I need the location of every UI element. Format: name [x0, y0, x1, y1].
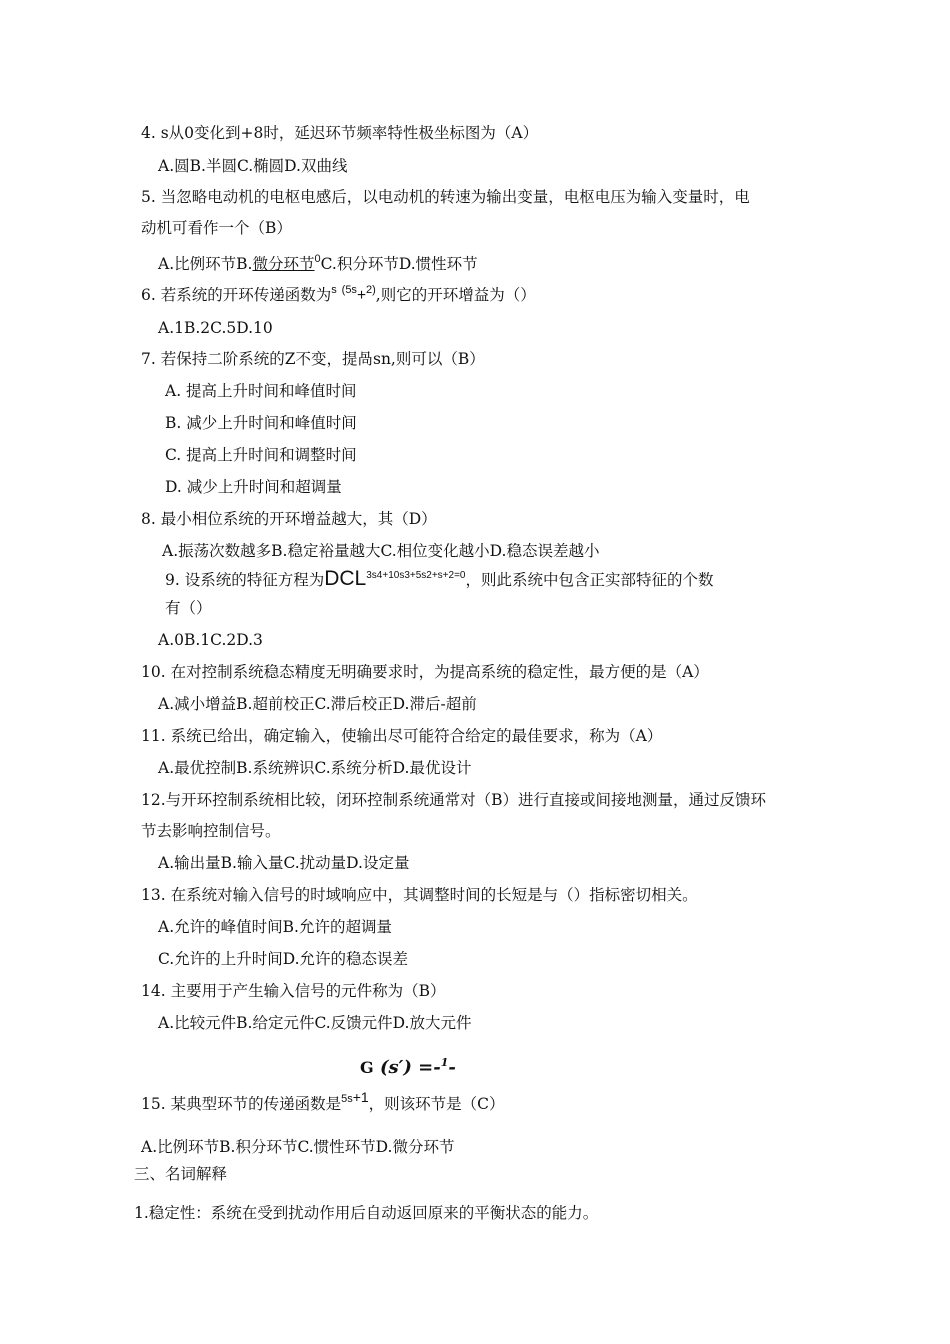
question-14-options: A.比较元件B.给定元件C.反馈元件D.放大元件: [158, 1014, 472, 1032]
question-11-options: A.最优控制B.系统辨识C.系统分析D.最优设计: [158, 759, 472, 777]
question-5-options: [158, 254, 478, 274]
question-13: 13. 在系统对输入信号的时域响应中，其调整时间的长短是与（）指标密切相关。: [141, 886, 698, 904]
q9-equation: 3s4+10s3+5s2+s+2=0: [366, 570, 466, 581]
question-15: [141, 1089, 505, 1114]
q15-text-before: 15. 某典型环节的传递函数是: [141, 1095, 342, 1113]
q5-option-part1: A.比例环节B.: [158, 255, 253, 273]
q5-option-superscript: 0: [314, 253, 321, 265]
question-7: 7. 若保持二阶系统的Z不变，提咼sn,则可以（B）: [141, 350, 485, 368]
transfer-function-formula: [360, 1056, 456, 1080]
q6-plus: +: [356, 287, 366, 304]
definition-1: 1.稳定性：系统在受到扰动作用后自动返回原来的平衡状态的能力。: [134, 1204, 599, 1222]
question-12-line1: 12.与开环控制系统相比较，闭环控制系统通常对（B）进行直接或间接地测量，通过反馈环: [141, 791, 767, 809]
q9-dcl: DCL: [324, 567, 367, 590]
q5-option-underlined: 微分环节: [252, 255, 315, 273]
q15-text-after: ，则该环节是（C）: [368, 1095, 505, 1113]
question-15-options: A.比例环节B.积分环节C.惯性环节D.微分环节: [141, 1138, 455, 1156]
q15-sup: 5s: [341, 1093, 353, 1105]
question-4: 4. s从0变化到+8时，延迟环节频率特性极坐标图为（A）: [141, 124, 539, 142]
question-7-option-d: D. 减少上升时间和超调量: [165, 478, 342, 496]
section-heading-3: 三、名词解释: [134, 1165, 228, 1183]
question-7-option-b: B. 减少上升时间和峰值时间: [165, 414, 357, 432]
question-13-options-ab: A.允许的峰值时间B.允许的超调量: [158, 918, 392, 936]
question-8-options: A.振荡次数越多B.稳定裕量越大C.相位变化越小D.稳态误差越小: [162, 542, 600, 560]
question-10: 10. 在对控制系统稳态精度无明确要求时，为提高系统的稳定性，最方便的是（A）: [141, 663, 709, 681]
formula-sup: 1: [440, 1056, 449, 1069]
question-5-line1: 5. 当忽略电动机的电枢电感后，以电动机的转速为输出变量，电枢电压为输入变量时，电: [141, 188, 750, 206]
question-11: 11. 系统已给出，确定输入，使输出尽可能符合给定的最佳要求，称为（A）: [141, 727, 663, 745]
question-7-option-a: A. 提高上升时间和峰值时间: [165, 382, 357, 400]
question-4-options: A.圆B.半圆C.椭圆D.双曲线: [158, 157, 348, 175]
q6-text-before: 6. 若系统的开环传递函数为: [141, 286, 332, 304]
formula-body: (s′) =-: [379, 1057, 441, 1078]
question-9-options: A.0B.1C.2D.3: [158, 631, 263, 649]
question-5-line2: 动机可看作一个（B）: [141, 219, 292, 237]
question-12-line2: 节去影响控制信号。: [141, 822, 281, 840]
question-9-line2: 有（）: [165, 599, 212, 617]
q6-s: s: [331, 284, 337, 296]
question-14: 14. 主要用于产生输入信号的元件称为（B）: [141, 982, 446, 1000]
question-13-options-cd: C.允许的上升时间D.允许的稳态误差: [158, 950, 409, 968]
q9-text-before: 9. 设系统的特征方程为: [165, 571, 325, 589]
q6-sup2: 2): [366, 284, 376, 296]
question-12-options: A.输出量B.输入量C.扰动量D.设定量: [158, 854, 410, 872]
q5-option-part2: C.积分环节D.惯性环节: [320, 255, 478, 273]
question-10-options: A.减小增益B.超前校正C.滞后校正D.滞后-超前: [158, 695, 477, 713]
q6-sup: (5s: [341, 284, 357, 296]
question-6: [141, 285, 536, 306]
q6-text-after: ,则它的开环增益为（）: [375, 286, 536, 304]
question-8: 8. 最小相位系统的开环增益越大，其（D）: [141, 510, 437, 528]
formula-g: G: [360, 1058, 374, 1077]
question-6-options: A.1B.2C.5D.10: [158, 319, 273, 337]
question-9-line1: [165, 567, 714, 592]
q15-plus: +1: [352, 1089, 369, 1105]
question-7-option-c: C. 提高上升时间和调整时间: [165, 446, 357, 464]
q9-text-after: ，则此系统中包含正实部特征的个数: [465, 571, 714, 589]
formula-end: -: [448, 1057, 456, 1078]
